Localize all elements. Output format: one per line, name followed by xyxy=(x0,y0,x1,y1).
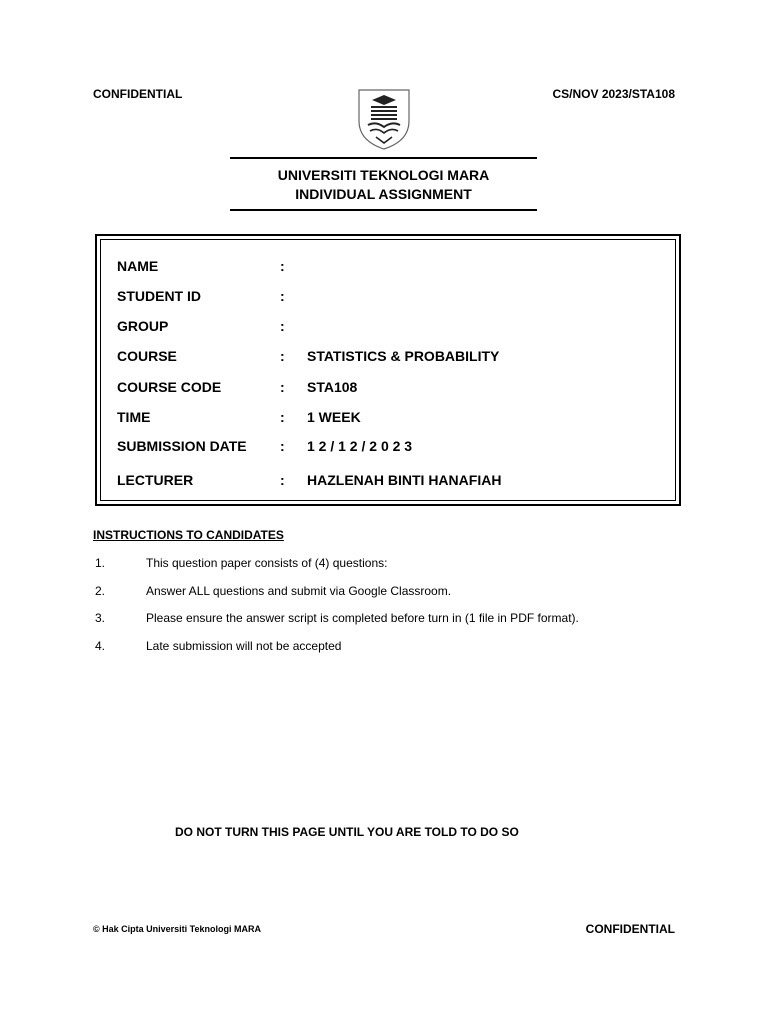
info-row-lecturer xyxy=(101,472,675,492)
info-value: 1 2 / 1 2 / 2 0 2 3 xyxy=(307,438,413,454)
info-row-course-code xyxy=(101,379,675,399)
title-top-rule xyxy=(230,157,537,159)
assignment-title: INDIVIDUAL ASSIGNMENT xyxy=(295,186,472,202)
do-not-turn-warning: DO NOT TURN THIS PAGE UNTIL YOU ARE TOLD TO DO SO xyxy=(175,825,519,839)
instruction-item xyxy=(93,556,693,572)
info-row-time xyxy=(101,409,675,429)
info-row-course xyxy=(101,348,675,368)
info-separator: : xyxy=(280,472,285,488)
instructions-heading: INSTRUCTIONS TO CANDIDATES xyxy=(93,528,284,542)
info-label: STUDENT ID xyxy=(117,288,201,304)
instruction-text: Late submission will not be accepted xyxy=(146,639,342,653)
info-row-group xyxy=(101,318,675,338)
info-row-submission-date xyxy=(101,438,675,458)
instruction-number: 2. xyxy=(95,584,106,598)
info-separator: : xyxy=(280,438,285,454)
info-label: TIME xyxy=(117,409,151,425)
university-crest-icon xyxy=(356,87,412,151)
instruction-number: 3. xyxy=(95,611,106,625)
paper-code-header: CS/NOV 2023/STA108 xyxy=(552,87,675,101)
university-name: UNIVERSITI TEKNOLOGI MARA xyxy=(277,167,490,183)
candidate-info-box xyxy=(95,234,681,506)
confidential-footer: CONFIDENTIAL xyxy=(585,922,675,936)
instruction-number: 4. xyxy=(95,639,106,653)
title-bottom-rule xyxy=(230,209,537,211)
instruction-item xyxy=(93,611,693,627)
info-row-name xyxy=(101,258,675,278)
copyright-footer: © Hak Cipta Universiti Teknologi MARA xyxy=(93,924,261,934)
info-value: STATISTICS & PROBABILITY xyxy=(307,348,500,364)
info-separator: : xyxy=(280,318,285,334)
info-label: COURSE xyxy=(117,348,177,364)
confidential-header-left: CONFIDENTIAL xyxy=(93,87,183,101)
instruction-item xyxy=(93,639,693,655)
info-value: STA108 xyxy=(307,379,358,395)
instruction-text: Answer ALL questions and submit via Google Classroom. xyxy=(146,584,452,598)
info-label: COURSE CODE xyxy=(117,379,222,395)
info-value: HAZLENAH BINTI HANAFIAH xyxy=(307,472,502,488)
instruction-item xyxy=(93,584,693,600)
info-value: 1 WEEK xyxy=(307,409,361,425)
info-separator: : xyxy=(280,258,285,274)
info-label: SUBMISSION DATE xyxy=(117,438,247,454)
instruction-text: This question paper consists of (4) questions: xyxy=(146,556,388,570)
info-separator: : xyxy=(280,409,285,425)
info-label: NAME xyxy=(117,258,159,274)
instruction-text: Please ensure the answer script is completed before turn in (1 file in PDF format). xyxy=(146,611,579,625)
info-row-student-id xyxy=(101,288,675,308)
info-separator: : xyxy=(280,348,285,364)
info-label: LECTURER xyxy=(117,472,194,488)
info-separator: : xyxy=(280,379,285,395)
instruction-number: 1. xyxy=(95,556,106,570)
info-separator: : xyxy=(280,288,285,304)
info-label: GROUP xyxy=(117,318,169,334)
